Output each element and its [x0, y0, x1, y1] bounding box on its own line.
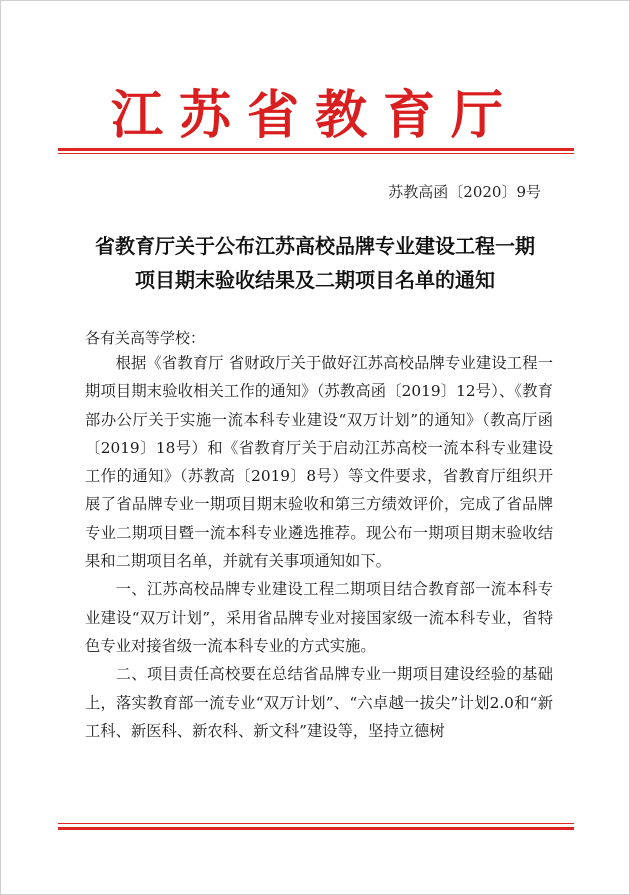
body-paragraph: 一、江苏高校品牌专业建设工程二期项目结合教育部一流本科专业建设“双万计划”，采用省品牌专业对接国家级一流本科专业，省特色专业对接省级一流本科专业的方式实施。 — [85, 580, 553, 655]
letterhead-rule-thick — [58, 148, 574, 151]
addressee: 各有关高等学校： — [85, 329, 206, 347]
letterhead-office-name: 江苏省教育厅 — [110, 85, 519, 146]
document-title-line2: 项目期末验收结果及二期项目名单的通知 — [135, 268, 495, 292]
letterhead-rule-thin — [58, 153, 574, 154]
document-title-line1: 省教育厅关于公布江苏高校品牌专业建设工程一期 — [95, 234, 535, 258]
body-text — [85, 349, 553, 745]
document-title — [61, 229, 569, 297]
body-paragraph: 根据《省教育厅 省财政厅关于做好江苏高校品牌专业建设工程一期项目期末验收相关工作的通知》（苏教高函〔2019〕12号）、《教育部办公厅关于实施一流本科专业建设“双万计划”的通知》（教高厅函〔2019〕18号）和《省教育厅关于启动江苏高校一流本科专业建设工作的通知》（苏教高〔2019〕8号）等文件要求，省教育厅组织开展了省品牌专业一期项目期末验收和第三方绩效评价，完成了省品牌专业二期项目暨一流本科专业遴选推荐。现公布一期项目期末验收结果和二期项目名单，并就有关事项通知如下。 — [85, 354, 553, 571]
footer-rule-thick — [58, 827, 574, 830]
footer-rule-thin — [58, 823, 574, 824]
body-paragraph: 二、项目责任高校要在总结省品牌专业一期项目建设经验的基础上，落实教育部一流专业“双万计划”、“六卓越一拔尖”计划2.0和“新工科、新医科、新农科、新文科”建设等，坚持立德树 — [85, 665, 553, 740]
document-number: 苏教高函〔2020〕9号 — [388, 183, 541, 201]
